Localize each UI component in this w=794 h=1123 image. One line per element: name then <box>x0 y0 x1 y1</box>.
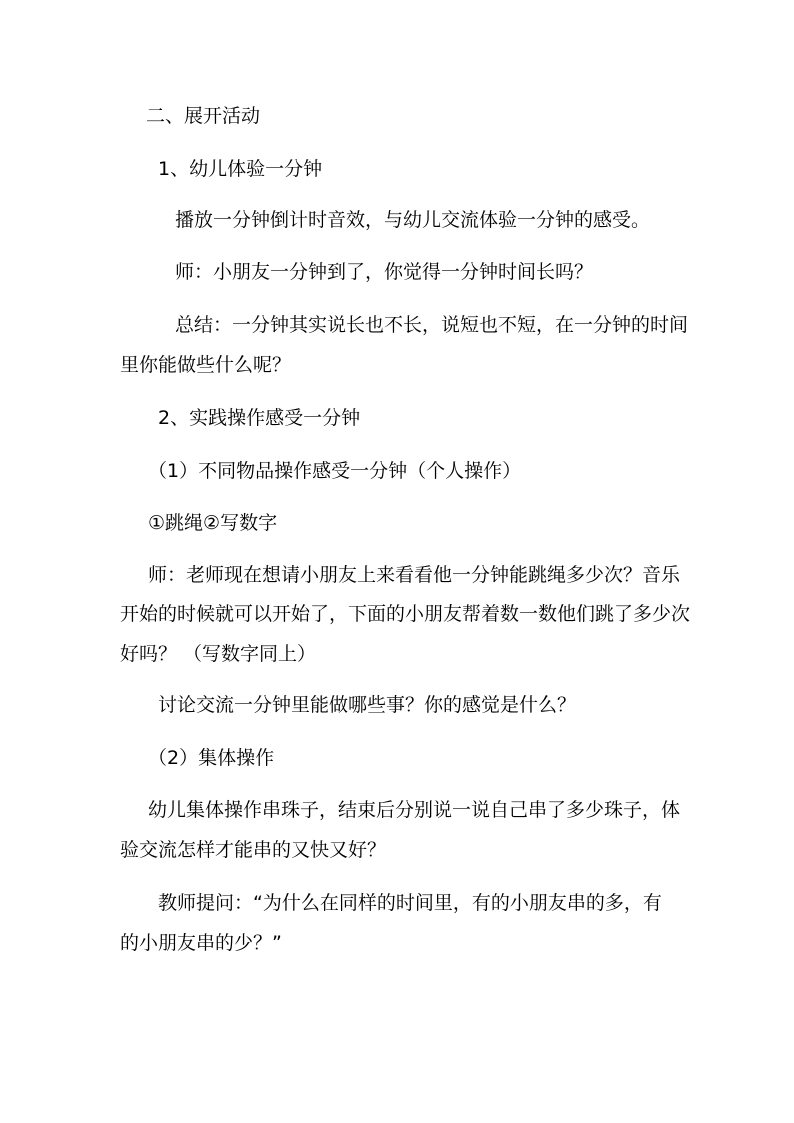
item2-sub2-question-line-1: 教师提问：“为什么在同样的时间里，有的小朋友串的多，有 <box>158 892 662 914</box>
item2-sub1-list: ①跳绳②写数字 <box>148 512 278 534</box>
item2-sub1-paragraph-line-2: 开始的时候就可以开始了，下面的小朋友帮着数一数他们跳了多少次 <box>120 603 691 625</box>
item1-summary-line-2: 里你能做些什么呢？ <box>120 354 292 376</box>
item1-summary-line-1: 总结：一分钟其实说长也不长，说短也不短，在一分钟的时间 <box>175 314 689 336</box>
item2-sub2-paragraph-line-2: 验交流怎样才能串的又快又好？ <box>120 839 387 861</box>
item2-sub1-discussion: 讨论交流一分钟里能做哪些事？你的感觉是什么？ <box>158 694 577 716</box>
item1-paragraph-1: 播放一分钟倒计时音效，与幼儿交流体验一分钟的感受。 <box>175 209 651 231</box>
item2-heading: 2、实践操作感受一分钟 <box>158 407 361 429</box>
item1-paragraph-2: 师：小朋友一分钟到了，你觉得一分钟时间长吗？ <box>175 261 594 283</box>
item2-sub2-paragraph-line-1: 幼儿集体操作串珠子，结束后分别说一说自己串了多少珠子，体 <box>148 799 681 821</box>
item2-sub2-question-line-2: 的小朋友串的少？” <box>120 932 282 954</box>
item2-sub2-heading: （2）集体操作 <box>148 747 275 769</box>
item2-sub1-heading: （1）不同物品操作感受一分钟（个人操作） <box>148 460 522 482</box>
section-heading: 二、展开活动 <box>146 105 261 127</box>
item1-heading: 1、幼儿体验一分钟 <box>158 158 323 180</box>
item2-sub1-paragraph-line-3: 好吗？ （写数字同上） <box>120 643 317 665</box>
item2-sub1-paragraph-line-1: 师：老师现在想请小朋友上来看看他一分钟能跳绳多少次？音乐 <box>148 564 681 586</box>
